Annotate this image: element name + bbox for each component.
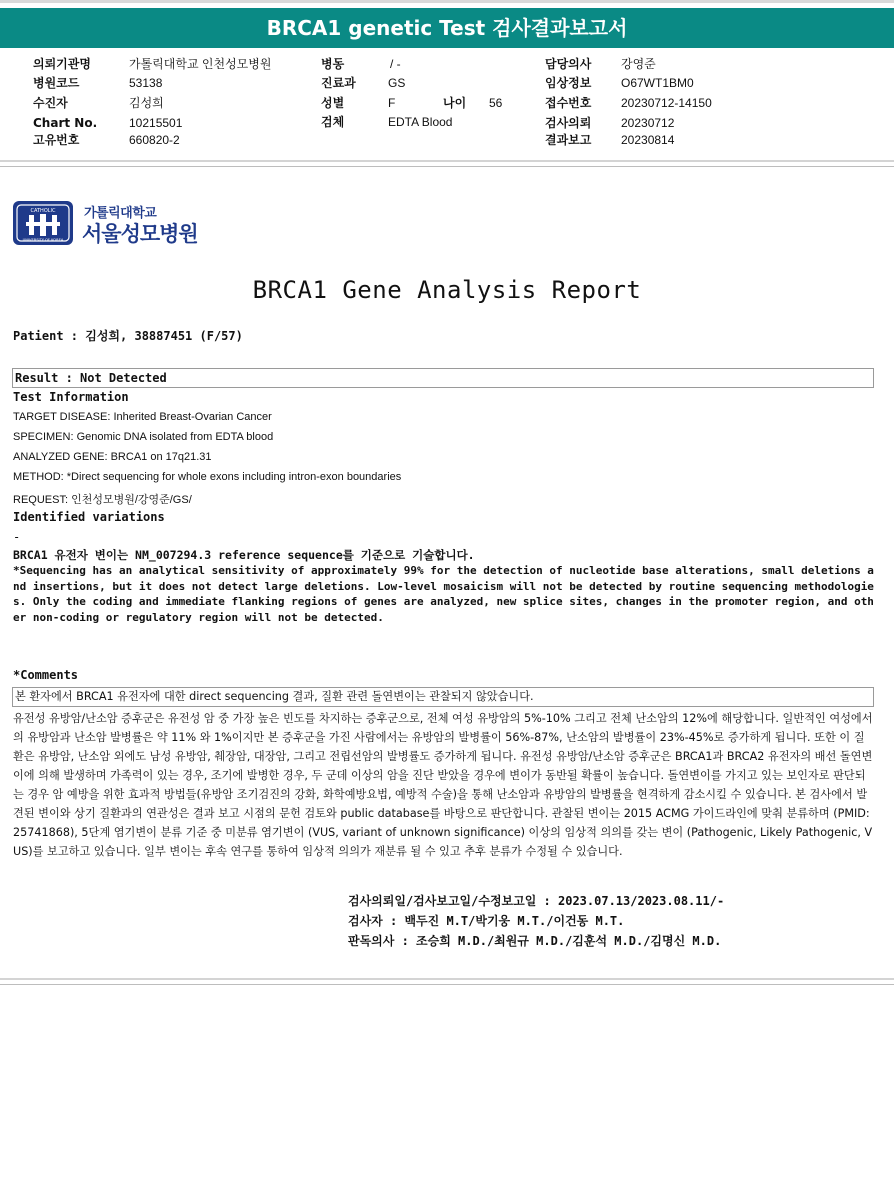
header-label-age: 나이 xyxy=(443,96,467,110)
test-info-analyzed-gene: ANALYZED GENE: BRCA1 on 17q21.31 xyxy=(13,451,212,463)
sensitivity-note: *Sequencing has an analytical sensitivity of approximately 99% for the detection of nucleotide base alterations, small deletions and insertions, but it does not detect large deletions. Low-level mosaicism will not be detected by routine sequencing methodologies. Only the coding and immediate flanking regions of genes are analyzed, new splice sites, changes in the promoter region, and other non-coding or regulatory region will not be detected. xyxy=(13,564,874,624)
test-info-specimen: SPECIMEN: Genomic DNA isolated from EDTA blood xyxy=(13,431,274,443)
header-value-specimen: EDTA Blood xyxy=(388,115,453,129)
top-border xyxy=(0,0,894,3)
header-value-request-date: 20230712 xyxy=(621,116,675,130)
header-value-receipt-no: 20230712-14150 xyxy=(621,96,712,110)
signature-readers: 판독의사 : 조승희 M.D./최원규 M.D./김훈석 M.D./김명신 M.D. xyxy=(348,934,722,948)
header-label-report-date: 결과보고 xyxy=(545,133,592,147)
header-label-request-date: 검사의뢰 xyxy=(545,116,592,130)
report-title: BRCA1 Gene Analysis Report xyxy=(252,276,642,304)
logo-hospital-text: 서울성모병원 xyxy=(82,222,198,246)
header-label-specimen: 검체 xyxy=(321,115,345,129)
emblem-bottom-text: UNIVERSITY OF KOREA xyxy=(22,238,64,242)
header-value-doctor: 강영준 xyxy=(621,57,656,71)
header-label-institution: 의뢰기관명 xyxy=(33,57,91,71)
header-value-report-date: 20230814 xyxy=(621,133,675,147)
header-label-hospital-code: 병원코드 xyxy=(33,76,80,90)
identified-variations-heading: Identified variations xyxy=(13,510,165,524)
footer-divider-secondary xyxy=(0,984,894,985)
test-info-heading: Test Information xyxy=(13,390,129,404)
header-label-ward: 병동 xyxy=(321,57,345,71)
comment-summary-text: 본 환자에서 BRCA1 유전자에 대한 direct sequencing 결과, 질환 관련 돌연변이는 관찰되지 않았습니다. xyxy=(15,690,534,703)
patient-line: Patient : 김성희, 38887451 (F/57) xyxy=(13,329,243,343)
header-value-sex: F xyxy=(388,96,396,110)
header-value-hospital-code: 53138 xyxy=(129,76,163,90)
report-banner-title: BRCA1 genetic Test 검사결과보고서 xyxy=(0,8,894,48)
header-label-sex: 성별 xyxy=(321,96,345,110)
emblem-top-text: CATHOLIC xyxy=(30,208,56,214)
logo-university-text: 가톨릭대학교 xyxy=(84,206,157,221)
test-info-method: METHOD: *Direct sequencing for whole exons including intron-exon boundaries xyxy=(13,471,402,483)
header-value-ward: / - xyxy=(390,57,401,71)
header-value-unique-id: 660820-2 xyxy=(129,133,180,147)
header-value-patient: 김성희 xyxy=(129,96,164,110)
identified-variations-value: - xyxy=(13,530,21,544)
header-label-unique-id: 고유번호 xyxy=(33,133,80,147)
footer-divider xyxy=(0,978,894,980)
header-value-age: 56 xyxy=(489,96,503,110)
header-label-clinical-info: 임상정보 xyxy=(545,76,592,90)
reference-sequence-note: BRCA1 유전자 변이는 NM_007294.3 reference sequence를 기준으로 기술합니다. xyxy=(13,548,475,562)
header-label-doctor: 담당의사 xyxy=(545,57,592,71)
signature-testers: 검사자 : 백두진 M.T/박기웅 M.T./이건동 M.T. xyxy=(348,914,625,928)
comment-body: 유전성 유방암/난소암 증후군은 유전성 암 중 가장 높은 빈도를 차지하는 증후군으로, 전체 여성 유방암의 5%-10% 그리고 전체 난소암의 12%에 해당합니다. 일반적인 여성에서의 유방암과 난소암 발병률은 약 11% 와 1%이지만 본 증후군을 가진 사람에서는 유방암의 발병률이 56%-87%, 난소암의 발병률이 23%-45%로 증가하게 됩니다. 또한 이 질환은 유방암, 난소암 외에도 남성 유방암, 췌장암, 대장암, 그리고 전립선암의 발병률도 증가하게 됩니다. 유전성 유방암/난소암 증후군은 BRCA1과 BRCA2 유전자의 배선 돌연변이에 의해 발생하며 가족력이 있는 경우, 조기에 발병한 경우, 두 군데 이상의 암을 진단 받았을 경우에 변이가 동반될 확률이 높습니다. 돌연변이를 가지고 있는 보인자로 판단되는 경우 암 예방을 위한 효과적 방법들(유방암 조기검진의 강화, 화학예방요법, 예방적 수술)을 통해 난소암과 유방암의 발병률을 현격하게 감소시킬 수 있습니다. 본 검사에서 발견된 변이와 상기 질환과의 연관성은 결과 보고 시점의 문헌 검토와 public database를 바탕으로 판단합니다. 관찰된 변이는 2015 ACMG 가이드라인에 맞춰 분류하며 (PMID: 25741868), 5단계 염기변이 분류 기준 중 미분류 염기변이 (VUS, variant of unknown significance) 이상의 임상적 의의를 갖는 변이 (Pathogenic, Likely Pathogenic, VUS)를 보고하고 있습니다. 일부 변이는 후속 연구를 통하여 임상적 의의가 재분류 될 수 있고 추후 분류가 수정될 수 있습니다. xyxy=(13,712,873,858)
header-value-institution: 가톨릭대학교 인천성모병원 xyxy=(129,57,272,71)
hospital-emblem-logo xyxy=(12,200,74,246)
header-value-chart-no: 10215501 xyxy=(129,116,183,130)
header-label-department: 진료과 xyxy=(321,76,356,90)
header-label-patient: 수진자 xyxy=(33,96,68,110)
comments-heading: *Comments xyxy=(13,668,79,682)
test-info-target-disease: TARGET DISEASE: Inherited Breast-Ovarian Cancer xyxy=(13,411,272,423)
test-info-request: REQUEST: 인천성모병원/강영준/GS/ xyxy=(13,494,192,506)
header-divider xyxy=(0,160,894,162)
header-value-department: GS xyxy=(388,76,406,90)
header-label-receipt-no: 접수번호 xyxy=(545,96,592,110)
signature-dates: 검사의뢰일/검사보고일/수정보고일 : 2023.07.13/2023.08.11/- xyxy=(348,894,725,908)
header-divider-secondary xyxy=(0,166,894,167)
header-label-chart-no: Chart No. xyxy=(33,116,98,130)
result-text: Result : Not Detected xyxy=(15,371,167,385)
header-value-clinical-info: O67WT1BM0 xyxy=(621,76,694,90)
